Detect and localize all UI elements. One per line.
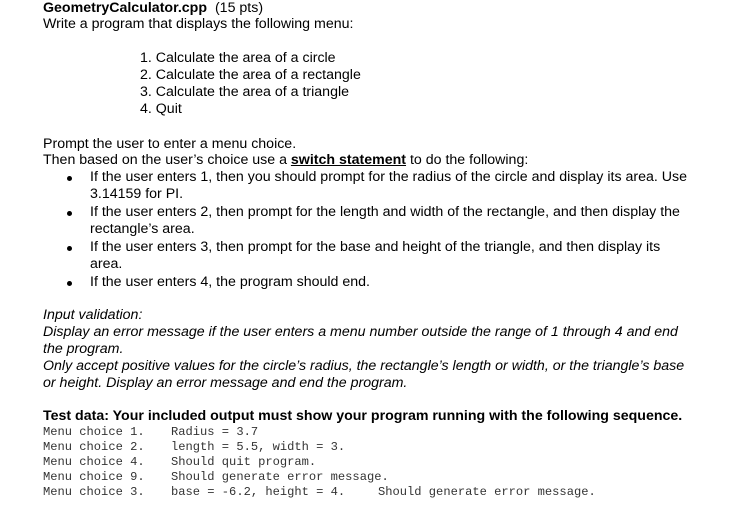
bullet-text: If the user enters 1, then you should prompt for the radius of the circle and display its area. Use <box>90 169 687 185</box>
switch-statement-keyword: switch statement <box>290 152 407 168</box>
menu-item: 4. Quit <box>140 101 182 117</box>
intro-text: Write a program that displays the following menu: <box>43 16 354 32</box>
bullet-text: If the user enters 2, then prompt for the length and width of the rectangle, and then display the <box>90 204 680 220</box>
test-choice: Menu choice 2. <box>43 440 145 454</box>
validation-text: the program. <box>43 341 124 357</box>
validation-text: Only accept positive values for the circle’s radius, the rectangle’s length or width, or the triangle’s base <box>43 358 685 374</box>
test-row <box>43 425 145 440</box>
validation-text: or height. Display an error message and end the program. <box>43 375 408 391</box>
test-heading: Test data: Your included output must show your program running with the following sequence. <box>43 408 683 424</box>
points: (15 pts) <box>214 0 264 16</box>
test-choice: Menu choice 9. <box>43 470 145 484</box>
filename: GeometryCalculator.cpp <box>43 0 207 16</box>
bullet-text: rectangle’s area. <box>90 221 195 237</box>
prompt-text: to do the following: <box>406 152 529 168</box>
bullet-icon <box>67 176 72 181</box>
validation-text: Display an error message if the user enters a menu number outside the range of 1 through 4 and end <box>43 324 678 340</box>
prompt-line-1: Prompt the user to enter a menu choice. <box>43 136 297 152</box>
test-input: base = -6.2, height = 4. <box>171 485 346 499</box>
test-row <box>43 470 145 485</box>
test-choice: Menu choice 3. <box>43 485 145 499</box>
test-expected: Should generate error message. <box>378 485 596 499</box>
bullet-text: 3.14159 for PI. <box>90 186 184 202</box>
validation-heading: Input validation: <box>43 307 143 323</box>
bullet-text: If the user enters 3, then prompt for the base and height of the triangle, and then display its <box>90 239 661 255</box>
test-input: Should quit program. <box>171 455 317 469</box>
bullet-text: area. <box>90 256 123 272</box>
test-input: length = 5.5, width = 3. <box>171 440 346 454</box>
test-row <box>43 440 145 455</box>
prompt-text: Then based on the user’s choice use a <box>43 152 291 168</box>
bullet-icon <box>67 246 72 251</box>
prompt-line-2 <box>43 152 528 169</box>
bullet-icon <box>67 281 72 286</box>
test-input: Should generate error message. <box>171 470 389 484</box>
test-choice: Menu choice 1. <box>43 425 145 439</box>
test-input: Radius = 3.7 <box>171 425 259 439</box>
test-row <box>43 485 145 500</box>
bullet-text: If the user enters 4, the program should end. <box>90 274 370 290</box>
test-row <box>43 455 145 470</box>
assignment-title <box>43 0 263 17</box>
menu-item: 1. Calculate the area of a circle <box>140 50 336 66</box>
menu-item: 3. Calculate the area of a triangle <box>140 84 350 100</box>
test-choice: Menu choice 4. <box>43 455 145 469</box>
bullet-icon <box>67 211 72 216</box>
menu-item: 2. Calculate the area of a rectangle <box>140 67 361 83</box>
